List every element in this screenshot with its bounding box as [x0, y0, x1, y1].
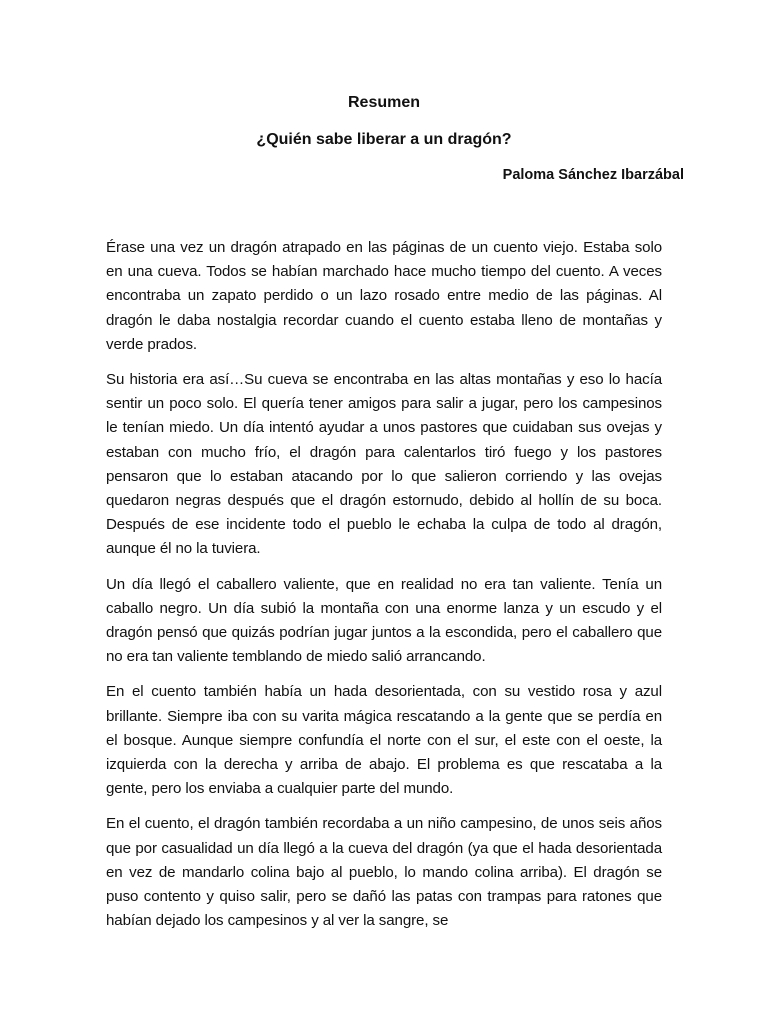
document-subtitle: ¿Quién sabe liberar a un dragón?	[256, 131, 512, 148]
paragraph-1: Érase una vez un dragón atrapado en las páginas de un cuento viejo. Estaba solo en una cueva. Todos se habían marchado hace mucho tiempo del cuento. A veces encontraba un zapato perdido o un lazo rosado entre medio de las páginas. Al dragón le daba nostalgia recordar cuando el cuento estaba lleno de montañas y verde prados.	[106, 239, 662, 353]
paragraph-5: En el cuento, el dragón también recordaba a un niño campesino, de unos seis años que por casualidad un día llegó a la cueva del dragón (ya que el hada desorientada en vez de mandarlo colina bajo al pueblo, lo mando colina arriba). El dragón se puso contento y quiso salir, pero se dañó las patas con trampas para ratones que habían dejado los campesinos y al ver la sangre, se	[106, 815, 662, 930]
paragraph-3: Un día llegó el caballero valiente, que en realidad no era tan valiente. Tenía un caballo negro. Un día subió la montaña con una enorme lanza y un escudo y el dragón pensó que quizás podrían jugar juntos a la escondida, pero el caballero que no era tan valiente temblando de miedo salió arrancando.	[106, 575, 662, 666]
document-title: Resumen	[347, 94, 421, 111]
paragraph-2: Su historia era así…Su cueva se encontraba en las altas montañas y eso lo hacía sentir un poco solo. El quería tener amigos para salir a jugar, pero los campesinos le tenían miedo. Un día intentó ayudar a unos pastores que cuidaban sus ovejas y estaban con mucho frío, el dragón para calentarlos tiró fuego y los pastores pensaron que lo estaban atacando por lo que salieron corriendo y las ovejas quedaron negras después que el dragón estornudo, debido al hollín de su boca. Después de ese incidente todo el pueblo le echaba la culpa de todo al dragón, aunque él no la tuviera.	[106, 371, 662, 558]
paragraph-4: En el cuento también había un hada desorientada, con su vestido rosa y azul brillante. Siempre iba con su varita mágica rescatando a la gente que se perdía en el bosque. Aunque siempre confundía el norte con el sur, el este con el oeste, la izquierda con la derecha y arriba de abajo. El problema es que rescataba a la gente, pero los enviaba a cualquier parte del mundo.	[106, 683, 662, 798]
document-author: Paloma Sánchez Ibarzábal	[502, 167, 684, 183]
document-body	[106, 236, 662, 944]
